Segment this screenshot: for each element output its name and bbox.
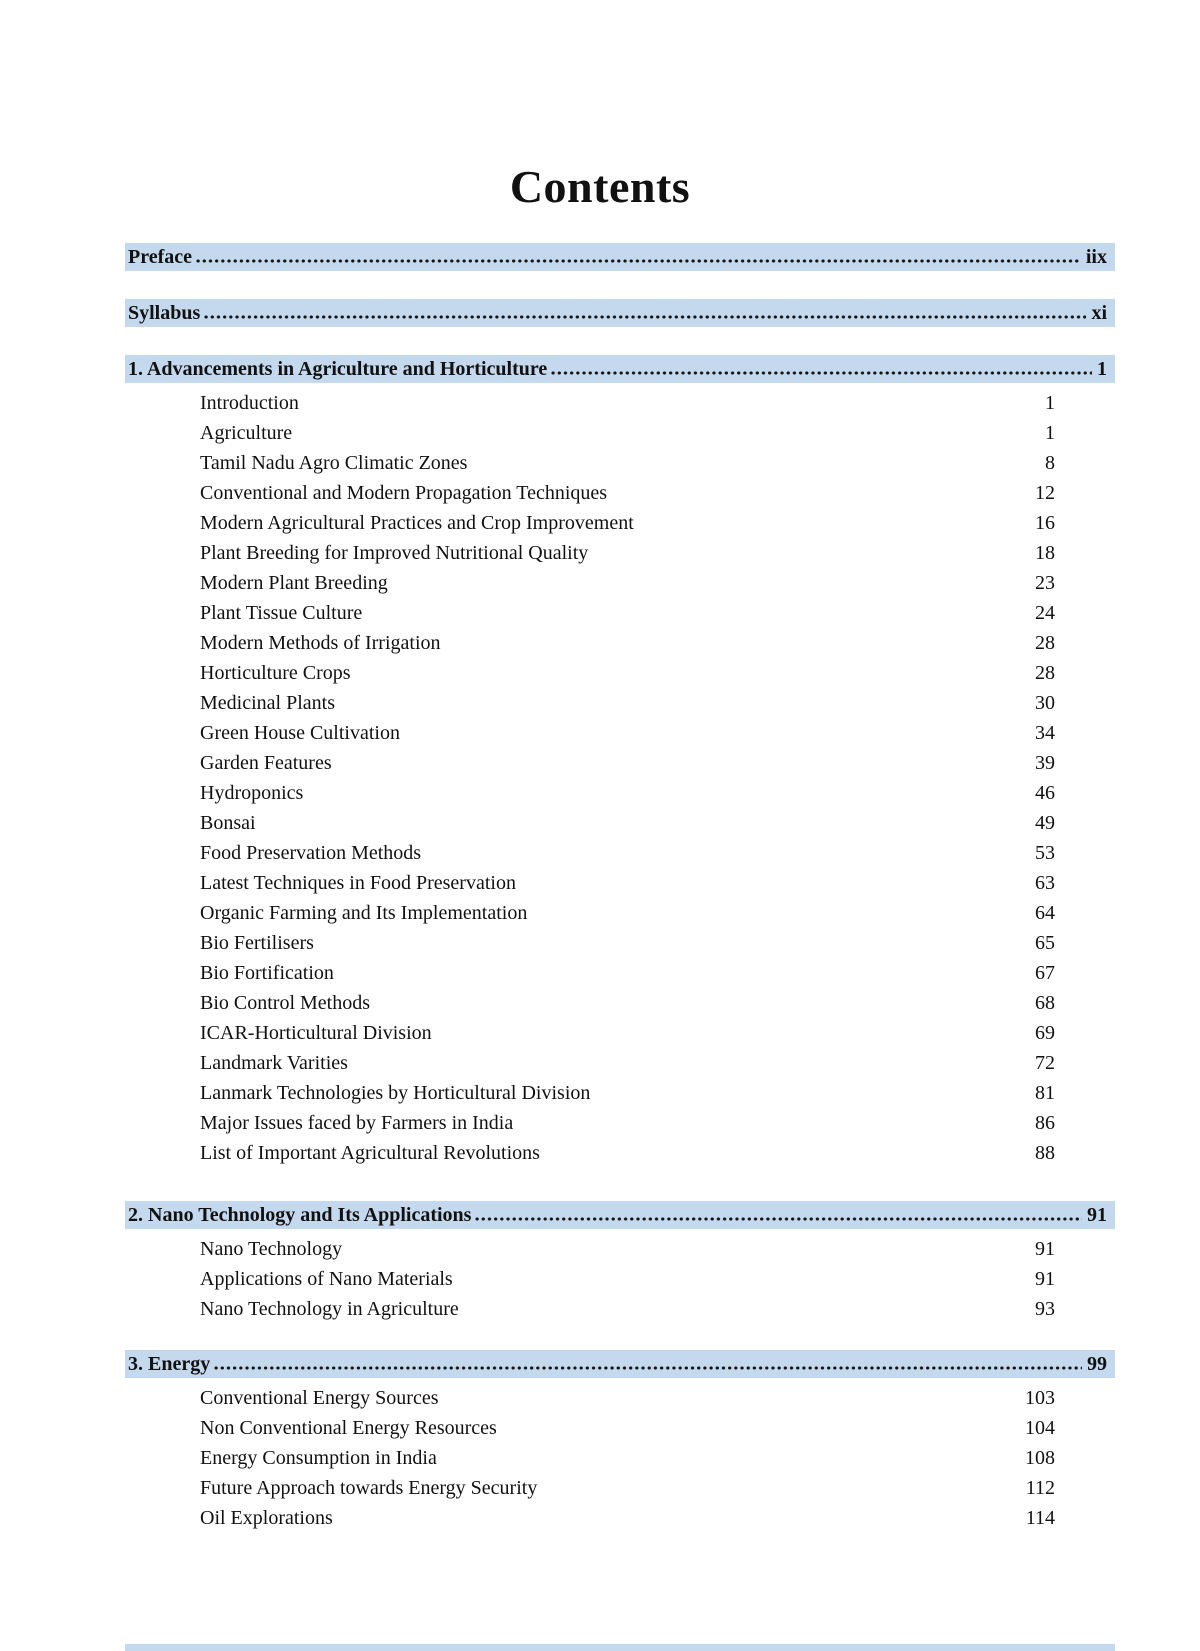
toc-item-page-number: 72 xyxy=(1035,1052,1055,1074)
toc-section-page-number: iix xyxy=(1085,245,1107,268)
toc-item-page-number: 88 xyxy=(1035,1142,1055,1164)
toc-item xyxy=(125,1138,1115,1168)
chapters-section xyxy=(125,355,1115,1533)
toc-section-page-number: xi xyxy=(1091,301,1107,324)
toc-item-page-number: 69 xyxy=(1035,1022,1055,1044)
toc-section-heading xyxy=(125,1201,1115,1229)
toc-item-label: Introduction xyxy=(200,392,299,414)
toc-item xyxy=(125,388,1115,418)
toc-section-label: 3. Energy xyxy=(128,1352,211,1375)
toc-item-label: Energy Consumption in India xyxy=(200,1447,437,1469)
toc-item-page-number: 104 xyxy=(1025,1417,1055,1439)
toc-item-label: Modern Agricultural Practices and Crop Improvement xyxy=(200,512,634,534)
toc-item-label: Garden Features xyxy=(200,752,332,774)
toc-item xyxy=(125,988,1115,1018)
toc-section-heading xyxy=(125,243,1115,271)
toc-item-page-number: 1 xyxy=(1045,392,1055,414)
toc-item-label: Latest Techniques in Food Preservation xyxy=(200,872,516,894)
toc-item xyxy=(125,1413,1115,1443)
toc-item xyxy=(125,1018,1115,1048)
toc-item-page-number: 24 xyxy=(1035,602,1055,624)
toc-item xyxy=(125,1048,1115,1078)
toc-item-page-number: 65 xyxy=(1035,932,1055,954)
toc-item-label: Major Issues faced by Farmers in India xyxy=(200,1112,514,1134)
toc-item-page-number: 8 xyxy=(1045,452,1055,474)
toc-item xyxy=(125,838,1115,868)
clipped-next-section-bar xyxy=(125,1644,1115,1651)
toc-item xyxy=(125,1383,1115,1413)
toc-item-label: Conventional and Modern Propagation Techniques xyxy=(200,482,608,504)
toc-item-label: Green House Cultivation xyxy=(200,722,400,744)
toc-item xyxy=(125,778,1115,808)
toc-item xyxy=(125,718,1115,748)
toc-section-page-number: 1 xyxy=(1097,357,1107,380)
toc-item-label: Organic Farming and Its Implementation xyxy=(200,902,528,924)
dot-leader xyxy=(550,355,1092,383)
toc-item xyxy=(125,1108,1115,1138)
toc-item-page-number: 39 xyxy=(1035,752,1055,774)
toc-item-page-number: 34 xyxy=(1035,722,1055,744)
toc-item-label: Landmark Varities xyxy=(200,1052,348,1074)
toc-section-label: Syllabus xyxy=(128,301,201,324)
toc-item-page-number: 46 xyxy=(1035,782,1055,804)
toc-item xyxy=(125,1443,1115,1473)
toc-item-label: Plant Breeding for Improved Nutritional Quality xyxy=(200,542,589,564)
toc-item-label: Modern Plant Breeding xyxy=(200,572,388,594)
toc-item xyxy=(125,538,1115,568)
toc-item-page-number: 53 xyxy=(1035,842,1055,864)
toc-item xyxy=(125,1503,1115,1533)
toc-section-page-number: 91 xyxy=(1087,1203,1107,1226)
toc-item-page-number: 93 xyxy=(1035,1298,1055,1320)
toc-item-page-number: 64 xyxy=(1035,902,1055,924)
toc-item xyxy=(125,1294,1115,1324)
toc-item-page-number: 16 xyxy=(1035,512,1055,534)
toc-item-label: Bio Fertilisers xyxy=(200,932,314,954)
chapter-block xyxy=(125,1350,1115,1533)
toc-item-page-number: 112 xyxy=(1025,1477,1055,1499)
toc-item-label: Agriculture xyxy=(200,422,293,444)
toc-item-label: Medicinal Plants xyxy=(200,692,335,714)
toc-item-page-number: 91 xyxy=(1035,1268,1055,1290)
toc-item-page-number: 28 xyxy=(1035,632,1055,654)
dot-leader xyxy=(474,1201,1082,1229)
toc-item-label: Conventional Energy Sources xyxy=(200,1387,439,1409)
toc-section-label: 1. Advancements in Agriculture and Horticulture xyxy=(128,357,548,380)
front-matter-section xyxy=(125,243,1115,327)
toc-section-label: 2. Nano Technology and Its Applications xyxy=(128,1203,472,1226)
toc-item-label: Horticulture Crops xyxy=(200,662,351,684)
toc-item-page-number: 103 xyxy=(1025,1387,1055,1409)
chapter-items xyxy=(125,383,1115,1168)
toc-item-label: Future Approach towards Energy Security xyxy=(200,1477,538,1499)
chapter-block xyxy=(125,355,1115,1168)
toc-item-label: Oil Explorations xyxy=(200,1507,333,1529)
toc-item-page-number: 18 xyxy=(1035,542,1055,564)
dot-leader xyxy=(213,1350,1082,1378)
toc-item xyxy=(125,628,1115,658)
toc-item-label: Applications of Nano Materials xyxy=(200,1268,453,1290)
toc-item-page-number: 108 xyxy=(1025,1447,1055,1469)
toc-item-label: Bio Fortification xyxy=(200,962,334,984)
toc-section-heading xyxy=(125,355,1115,383)
toc-item-label: Nano Technology xyxy=(200,1238,343,1260)
toc-item-label: Nano Technology in Agriculture xyxy=(200,1298,459,1320)
toc-item-label: Bonsai xyxy=(200,812,256,834)
toc-item-page-number: 28 xyxy=(1035,662,1055,684)
toc-item xyxy=(125,418,1115,448)
page-title: Contents xyxy=(509,161,691,212)
toc-item xyxy=(125,868,1115,898)
toc-item-label: ICAR-Horticultural Division xyxy=(200,1022,432,1044)
toc-section-page-number: 99 xyxy=(1087,1352,1107,1375)
toc-item-page-number: 91 xyxy=(1035,1238,1055,1260)
toc-item xyxy=(125,748,1115,778)
toc-item xyxy=(125,1234,1115,1264)
toc-item-page-number: 86 xyxy=(1035,1112,1055,1134)
toc-item xyxy=(125,928,1115,958)
table-of-contents xyxy=(125,243,1115,1533)
toc-item xyxy=(125,1264,1115,1294)
dot-leader xyxy=(195,243,1081,271)
chapter-items xyxy=(125,1229,1115,1324)
chapter-block xyxy=(125,1201,1115,1324)
toc-item xyxy=(125,448,1115,478)
toc-item-label: Bio Control Methods xyxy=(200,992,371,1014)
toc-item xyxy=(125,598,1115,628)
toc-item xyxy=(125,898,1115,928)
toc-item-page-number: 81 xyxy=(1035,1082,1055,1104)
toc-item-label: Food Preservation Methods xyxy=(200,842,422,864)
toc-item-label: Lanmark Technologies by Horticultural Division xyxy=(200,1082,591,1104)
toc-item-page-number: 30 xyxy=(1035,692,1055,714)
toc-item-label: Non Conventional Energy Resources xyxy=(200,1417,497,1439)
toc-item-page-number: 49 xyxy=(1035,812,1055,834)
toc-item xyxy=(125,958,1115,988)
toc-item-page-number: 12 xyxy=(1035,482,1055,504)
dot-leader xyxy=(203,299,1086,327)
toc-item xyxy=(125,688,1115,718)
front-matter-row xyxy=(125,299,1115,327)
toc-item-label: Hydroponics xyxy=(200,782,304,804)
toc-item xyxy=(125,568,1115,598)
toc-item xyxy=(125,658,1115,688)
toc-section-heading xyxy=(125,299,1115,327)
toc-item xyxy=(125,478,1115,508)
toc-item-page-number: 114 xyxy=(1025,1507,1055,1529)
toc-section-label: Preface xyxy=(128,245,193,268)
toc-item xyxy=(125,808,1115,838)
toc-item xyxy=(125,1078,1115,1108)
toc-item xyxy=(125,1473,1115,1503)
toc-item-label: Modern Methods of Irrigation xyxy=(200,632,441,654)
toc-item-label: List of Important Agricultural Revolutions xyxy=(200,1142,540,1164)
toc-item-page-number: 63 xyxy=(1035,872,1055,894)
toc-item-page-number: 67 xyxy=(1035,962,1055,984)
toc-item-page-number: 68 xyxy=(1035,992,1055,1014)
front-matter-row xyxy=(125,243,1115,271)
toc-item-label: Tamil Nadu Agro Climatic Zones xyxy=(200,452,468,474)
toc-section-heading xyxy=(125,1350,1115,1378)
toc-item xyxy=(125,508,1115,538)
chapter-items xyxy=(125,1378,1115,1533)
toc-item-label: Plant Tissue Culture xyxy=(200,602,363,624)
toc-item-page-number: 23 xyxy=(1035,572,1055,594)
toc-item-page-number: 1 xyxy=(1045,422,1055,444)
